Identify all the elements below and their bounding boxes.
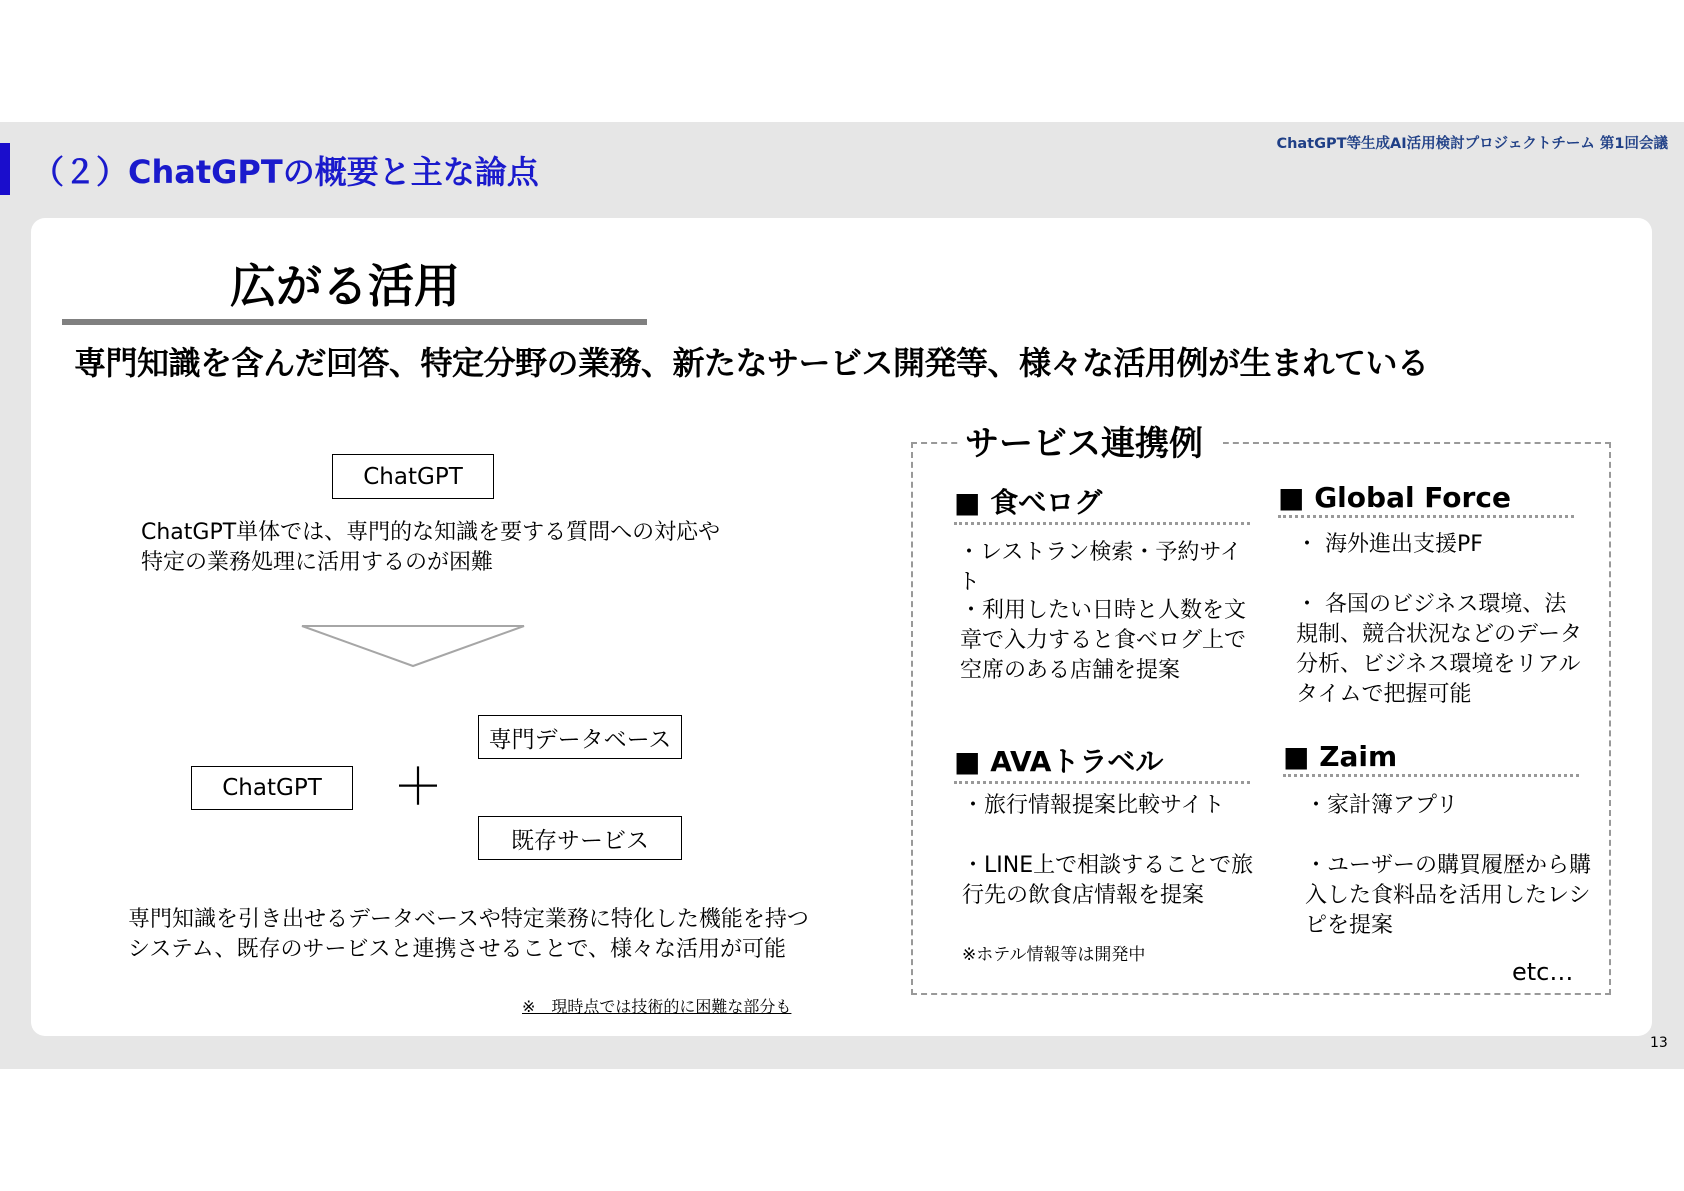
standalone-description-line: 特定の業務処理に活用するのが困難: [141, 550, 494, 575]
service-global-force-desc: ・ 海外進出支援PF: [1296, 532, 1483, 557]
existing-service-box: 既存サービス: [478, 816, 682, 860]
lead-statement: 専門知識を含んだ回答、特定分野の業務、新たなサービス開発等、様々な活用例が生まれている: [74, 344, 1429, 382]
standalone-description: [141, 518, 720, 578]
service-tabelog-title: ■ 食べログ: [954, 481, 1250, 525]
service-global-force-detail: ・ 各国のビジネス環境、法規制、競合状況などのデータ分析、ビジネス環境をリアルタイムで把握可能: [1296, 592, 1583, 707]
service-zaim-desc: ・家計簿アプリ: [1305, 793, 1459, 818]
heading-underline: [62, 319, 647, 325]
chatgpt-box-standalone: ChatGPT: [332, 454, 494, 499]
slide-title: （２）ChatGPTの概要と主な論点: [32, 153, 539, 191]
etc-label: etc…: [1512, 958, 1574, 986]
service-ava-travel-title: ■ AVAトラベル: [954, 740, 1250, 784]
integration-description-line: 専門知識を引き出せるデータベースや特定業務に特化した機能を持つ: [128, 907, 809, 932]
technical-difficulty-note: ※ 現時点では技術的に困難な部分も: [522, 997, 792, 1016]
meeting-label: ChatGPT等生成AI活用検討プロジェクトチーム 第1回会議: [1276, 136, 1668, 152]
service-tabelog-detail: ・利用したい日時と人数を文章で入力すると食べログ上で空席のある店舗を提案: [960, 598, 1247, 683]
chatgpt-box-integrated: ChatGPT: [191, 766, 353, 810]
standalone-description-line: ChatGPT単体では、専門的な知識を要する質問への対応や: [141, 520, 721, 545]
down-arrow-icon: [300, 624, 526, 668]
integration-description: [128, 905, 809, 965]
integration-description-line: システム、既存のサービスと連携させることで、様々な活用が可能: [128, 937, 787, 962]
database-box: 専門データベース: [478, 715, 682, 759]
service-zaim-detail: ・ユーザーの購買履歴から購入した食料品を活用したレシピを提案: [1305, 853, 1592, 938]
service-ava-travel-note: ※ホテル情報等は開発中: [962, 945, 1146, 965]
plus-icon: ＋: [393, 758, 443, 816]
page-number: 13: [1650, 1035, 1668, 1051]
title-accent-bar: [0, 143, 10, 195]
service-examples-title: サービス連携例: [960, 416, 1223, 465]
service-ava-travel-detail: ・LINE上で相談することで旅行先の飲食店情報を提案: [962, 853, 1254, 908]
service-zaim-title: ■ Zaim: [1283, 740, 1579, 777]
section-heading: 広がる活用: [230, 259, 460, 313]
service-global-force-title: ■ Global Force: [1278, 481, 1574, 518]
service-ava-travel-desc: ・旅行情報提案比較サイト: [962, 793, 1225, 818]
service-tabelog-desc: ・レストラン検索・予約サイト: [958, 540, 1242, 595]
